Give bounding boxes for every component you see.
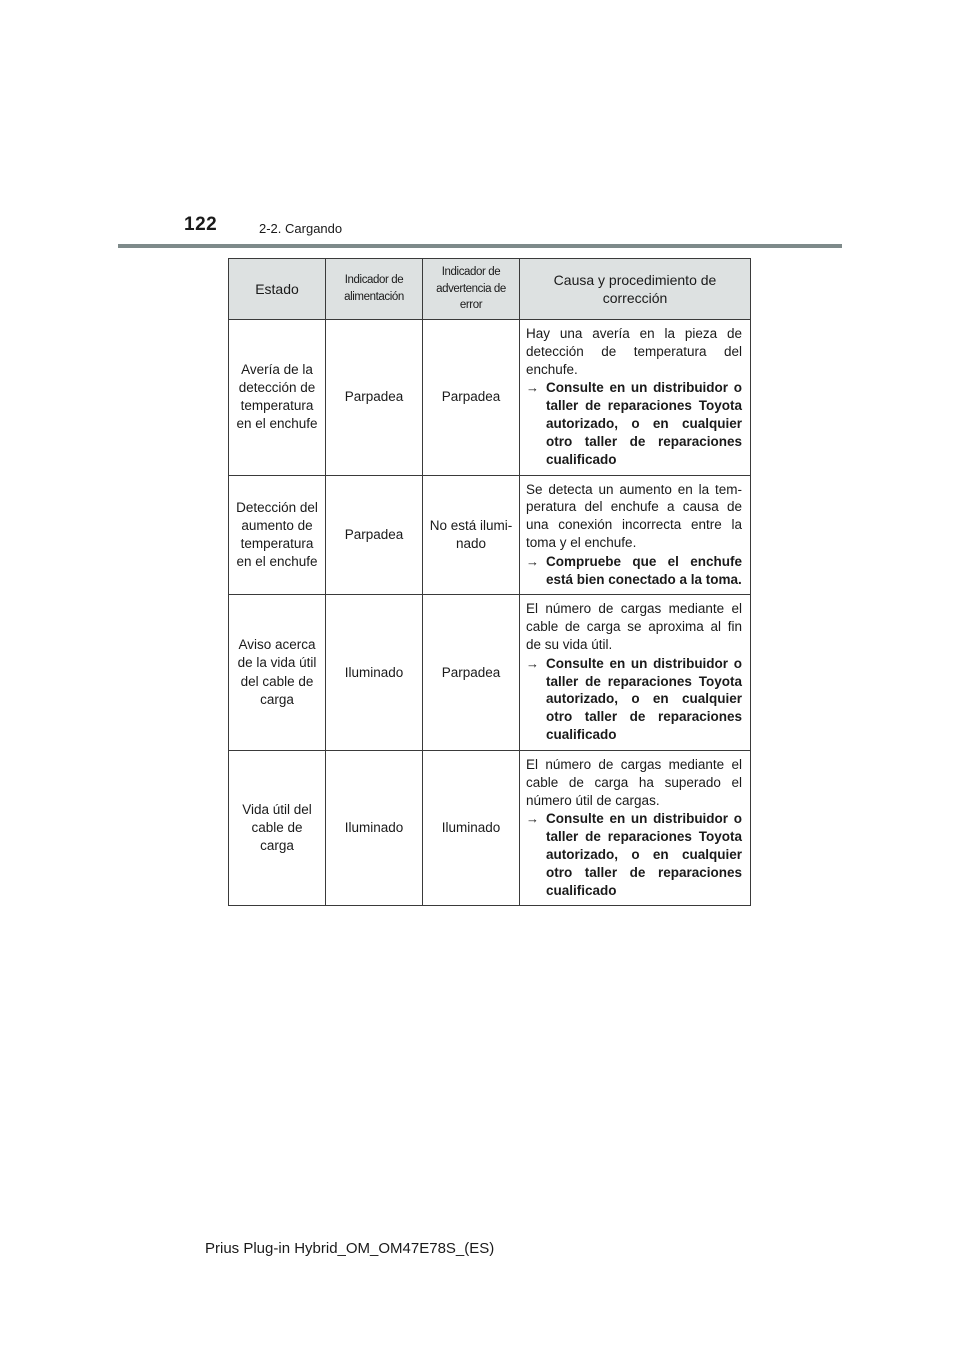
table-row bbox=[229, 320, 751, 476]
table-header-row bbox=[229, 259, 751, 320]
action-line bbox=[526, 379, 742, 468]
cell-advertencia: Iluminado bbox=[423, 750, 520, 906]
footer-model-code: Prius Plug-in Hybrid_OM_OM47E78S_(ES) bbox=[205, 1240, 495, 1257]
status-table bbox=[228, 258, 751, 906]
column-header-indicador-alimentacion: Indicador de alimentación bbox=[326, 259, 423, 320]
right-arrow-icon: → bbox=[526, 380, 539, 396]
cell-estado: Avería de la detección de temperatura en el enchufe bbox=[229, 320, 326, 476]
column-header-indicador-advertencia: Indicador de advertencia de error bbox=[423, 259, 520, 320]
action-line bbox=[526, 810, 742, 899]
action-text: Consulte en un distribuidor o taller de reparaciones Toyota autorizado, o en cualquier otro taller de reparaciones cualificado bbox=[546, 380, 742, 467]
table-row bbox=[229, 475, 751, 595]
cause-text: Se detecta un aumento en la tem-peratura del enchufe a causa de una conexión incorrecta entre la toma y el enchufe. bbox=[526, 481, 742, 550]
table-row bbox=[229, 750, 751, 906]
cell-causa bbox=[520, 475, 751, 595]
cause-text: Hay una avería en la pieza de detección de temperatura del enchufe. bbox=[526, 326, 742, 377]
cell-estado: Aviso acerca de la vida útil del cable de carga bbox=[229, 595, 326, 751]
column-header-causa: Causa y procedimiento de corrección bbox=[520, 259, 751, 320]
cell-alimentacion: Parpadea bbox=[326, 475, 423, 595]
table-row bbox=[229, 595, 751, 751]
cell-advertencia: No está ilumi-nado bbox=[423, 475, 520, 595]
cell-estado: Vida útil del cable de carga bbox=[229, 750, 326, 906]
cell-alimentacion: Iluminado bbox=[326, 750, 423, 906]
action-text: Consulte en un distribuidor o taller de reparaciones Toyota autorizado, o en cualquier otro taller de reparaciones cualificado bbox=[546, 811, 742, 898]
action-line bbox=[526, 553, 742, 589]
page-number: 122 bbox=[184, 214, 218, 235]
cause-text: El número de cargas mediante el cable de carga se aproxima al fin de su vida útil. bbox=[526, 601, 742, 652]
cell-advertencia: Parpadea bbox=[423, 320, 520, 476]
cell-causa bbox=[520, 320, 751, 476]
cell-alimentacion: Parpadea bbox=[326, 320, 423, 476]
cell-alimentacion: Iluminado bbox=[326, 595, 423, 751]
cause-text: El número de cargas mediante el cable de carga ha superado el número útil de cargas. bbox=[526, 756, 742, 808]
action-text: Compruebe que el enchufe está bien conectado a la toma. bbox=[546, 553, 742, 587]
cell-advertencia: Parpadea bbox=[423, 595, 520, 751]
header-rule bbox=[118, 244, 842, 248]
right-arrow-icon: → bbox=[526, 655, 539, 671]
cell-causa bbox=[520, 750, 751, 906]
column-header-estado: Estado bbox=[229, 259, 326, 320]
cell-estado: Detección del aumento de temperatura en el enchufe bbox=[229, 475, 326, 595]
section-title: 2-2. Cargando bbox=[259, 221, 343, 236]
right-arrow-icon: → bbox=[526, 553, 539, 569]
action-line bbox=[526, 655, 742, 744]
action-text: Consulte en un distribuidor o taller de reparaciones Toyota autorizado, o en cualquier otro taller de reparaciones cualificado bbox=[546, 655, 742, 743]
cell-causa bbox=[520, 595, 751, 751]
right-arrow-icon: → bbox=[526, 811, 539, 827]
